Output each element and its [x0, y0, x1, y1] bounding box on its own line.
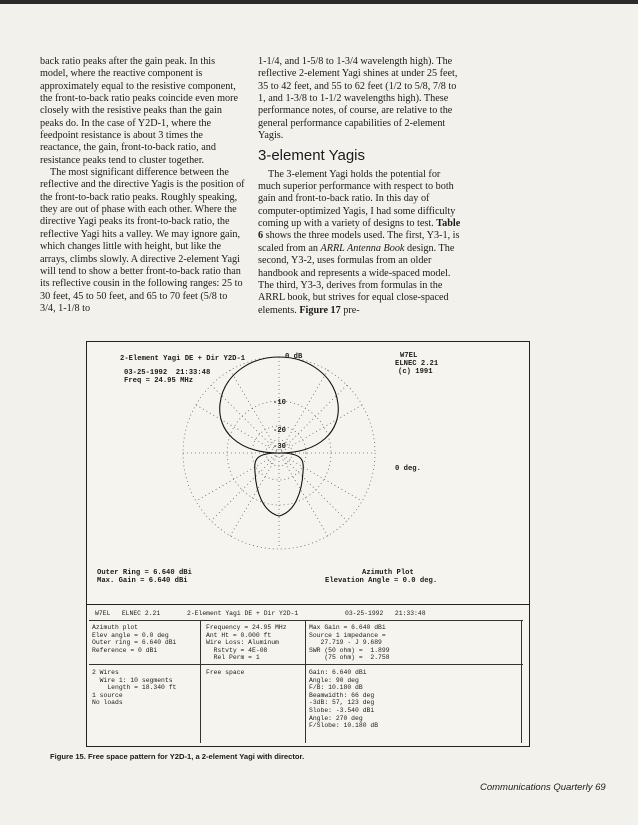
section-heading: 3-element Yagis: [258, 147, 366, 165]
text-run: pre-: [340, 304, 360, 316]
brand-call: W7EL: [400, 352, 418, 360]
plot-title: 2-Element Yagi DE + Dir Y2D-1: [120, 355, 246, 363]
right-paragraph-1: 1-1/4, and 1-5/8 to 1-3/4 wavelength high). The reflective 2-element Yagi shines at under 25 feet, 35 to 42 feet, and 55 to 62 feet (1/2 to 5/8, 7/8 to 1, and 1-3/8 to 1-1/2 wavelengths high). These performance notes, of course, are relative to the general performance capabilities of 2-element Yagis.: [258, 56, 458, 142]
elevation-label: Elevation Angle = 0.0 deg.: [325, 577, 438, 585]
program-version: ELNEC 2.21: [395, 360, 439, 368]
table-header-mid: 2-Element Yagi DE + Dir Y2D-1: [187, 610, 299, 617]
label-0-db: 0 dB: [285, 353, 303, 361]
table-col-divider-3: [521, 620, 522, 743]
cell-frequency: Frequency = 24.95 MHz Ant Ht = 0.000 ft Wire Loss: Aluminum Rstvty = 4E-08 Rel Perm = 1: [206, 624, 287, 662]
text-run: The 3-element Yagi holds the potential for much superior performance with respect to both gain and front-to-back ratio. In this day of computer-optimized Yagis, I had some difficulty coming up with a variety of designs to test.: [258, 168, 456, 230]
page-footer: Communications Quarterly 69: [480, 782, 606, 793]
azimuth-label: Azimuth Plot: [362, 569, 414, 577]
page-top-rule: [0, 0, 638, 4]
book-title: ARRL Antenna Book: [320, 242, 405, 254]
table-ref: Table 6: [258, 218, 461, 242]
cell-gain-impedance: Max Gain = 6.640 dBi Source 1 impedance = 27.719 - J 9.689 SWR (50 ohm) = 1.899 (75 ohm) = 2.758: [309, 624, 390, 662]
copyright: (c) 1991: [398, 368, 433, 376]
left-paragraph-2: The most significant difference between the reflective and the directive Yagis is the position of the front-to-back ratio peaks. Roughly speaking, they are out of phase with each other. Where the directive Yagi peaks its front-to-back ratio, the reflective Yagi hits a valley. We may ignore gain, which changes little with height, but like the arrays, climbs slowly. A directive 2-element Yagi will tend to show a better front-to-back ratio than its reflective cousin in the following ranges: 25 to 30 feet, 45 to 50 feet, and 65 to 70 feet (5/8 to 3/4, 1-1/8 to: [40, 167, 245, 314]
table-col-divider-2: [305, 620, 306, 743]
cell-environment: Free space: [206, 669, 245, 676]
label-minus-10: -10: [273, 399, 286, 407]
text-run: shows the three models used. The first, Y3-1, is scaled from an: [258, 230, 460, 254]
label-minus-30: -30: [273, 443, 286, 451]
left-paragraph-1: back ratio peaks after the gain peak. In this model, where the reactive component is approximately equal to the resistive component, the front-to-back ratio peaks coincide even more closely with the resistive peaks than the gain peaks do. In the case of Y2D-1, where the feedpoint resistance is about 3 times the reactance, the gain, front-to-back ratio, and resistance peaks tend to cluster together.: [40, 56, 239, 166]
label-minus-20: -20: [273, 427, 286, 435]
figure-caption: Figure 15. Free space pattern for Y2D-1, a 2-element Yagi with director.: [50, 752, 305, 761]
label-0-deg: 0 deg.: [395, 465, 421, 473]
cell-wires: 2 Wires Wire 1: 10 segments Length = 18.340 ft 1 source No loads: [92, 669, 177, 707]
left-text-column: [40, 56, 245, 315]
table-divider-top: [89, 620, 523, 621]
table-col-divider-1: [200, 620, 201, 743]
right-text-column: [258, 56, 464, 317]
radiation-pattern: [220, 357, 339, 516]
text-run: design. The second, Y3-2, uses formulas from an older handbook and represents a wide-spaced model. The third, Y3-3, derives from formulas in the ARRL book, but strives for equal close-spaced elements.: [258, 242, 455, 316]
outer-ring-value: Outer Ring = 6.640 dBi: [97, 569, 192, 577]
table-header-left: W7EL ELNEC 2.21: [95, 610, 161, 617]
table-header-right: 03-25-1992 21:33:48: [345, 610, 426, 617]
figure-15: [86, 341, 530, 747]
info-table: [87, 604, 529, 747]
table-divider-mid: [89, 664, 523, 665]
right-paragraph-2: [258, 169, 464, 317]
max-gain-value: Max. Gain = 6.640 dBi: [97, 577, 188, 585]
figure-ref: Figure 17: [299, 304, 341, 316]
plot-date: 03-25-1992 21:33:48: [124, 369, 211, 377]
cell-plot-params: Azimuth plot Elev angle = 0.0 deg Outer ring = 6.640 dBi Reference = 0 dBi: [92, 624, 177, 654]
cell-pattern-stats: Gain: 6.640 dBi Angle: 90 deg F/B: 10.180 dB Beamwidth: 66 deg -3dB: 57, 123 deg Slobe: -3.540 dBi Angle: 270 deg F/Slobe: 10.180 dB: [309, 669, 379, 730]
plot-frequency: Freq = 24.95 MHz: [124, 377, 194, 385]
